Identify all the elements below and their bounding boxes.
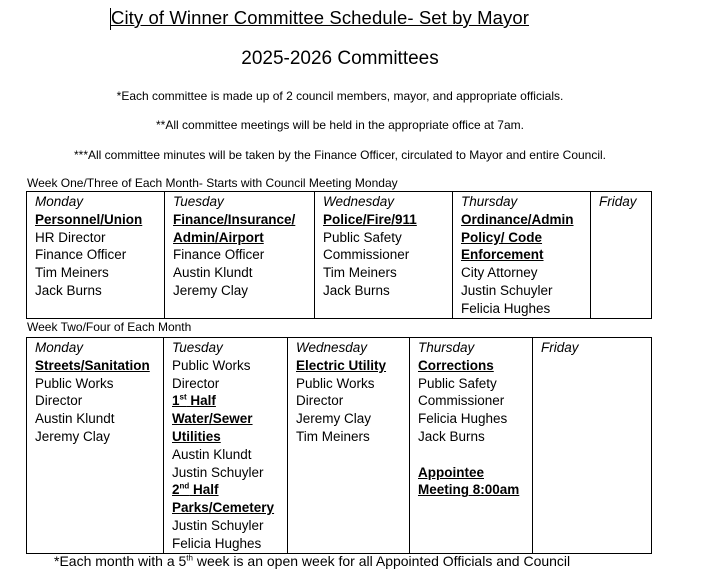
member: Tim Meiners xyxy=(323,265,397,281)
day-label: Thursday xyxy=(418,340,475,355)
footer-text-end: week is an open week for all Appointed Officials and Council xyxy=(192,553,571,569)
committee-name: Police/Fire/911 xyxy=(323,211,417,227)
member: City Attorney xyxy=(461,265,538,281)
day-label: Monday xyxy=(35,340,84,355)
member: Finance Officer xyxy=(35,247,127,263)
tuesday-cell xyxy=(165,192,315,319)
member: Justin Schuyler xyxy=(461,282,553,298)
member: Jack Burns xyxy=(323,282,390,298)
member: Felicia Hughes xyxy=(461,300,551,316)
note-meeting-location: **All committee meetings will be held in the appropriate office at 7am. xyxy=(156,118,524,132)
first-half-heading xyxy=(172,392,279,410)
committee-name: Corrections xyxy=(418,357,494,373)
spacer xyxy=(418,446,524,464)
member: Austin Klundt xyxy=(173,265,253,281)
first-half-suffix: st xyxy=(179,392,187,402)
footer-suffix: th xyxy=(186,553,193,563)
member: Director xyxy=(35,393,83,409)
note-minutes: ***All committee minutes will be taken by the Finance Officer, circulated to Mayor and entire Council. xyxy=(73,148,607,162)
member: Director xyxy=(296,393,344,409)
second-half-number: 2 xyxy=(172,482,180,498)
friday-cell xyxy=(591,192,652,319)
lead-official: Director xyxy=(172,375,220,391)
member: Austin Klundt xyxy=(172,446,252,462)
member: Justin Schuyler xyxy=(172,517,264,533)
page-title: City of Winner Committee Schedule- Set by Mayor xyxy=(111,7,530,28)
friday-cell xyxy=(533,338,652,554)
member: Austin Klundt xyxy=(35,411,115,427)
day-label: Wednesday xyxy=(296,340,368,355)
member: Commissioner xyxy=(418,393,505,409)
day-label: Friday xyxy=(541,340,579,355)
committee-name: Personnel/Union xyxy=(35,211,143,227)
first-half-word: Half xyxy=(186,393,216,409)
wednesday-cell xyxy=(288,338,410,554)
member: Felicia Hughes xyxy=(172,535,262,551)
day-label: Tuesday xyxy=(173,194,224,209)
page-subtitle: 2025-2026 Committees xyxy=(241,48,439,69)
member: Tim Meiners xyxy=(35,265,109,281)
member: Commissioner xyxy=(323,247,410,263)
day-label: Friday xyxy=(599,194,637,209)
week-one-three-label: Week One/Three of Each Month- Starts with Council Meeting Monday xyxy=(27,176,398,190)
second-half-word: Half xyxy=(189,482,219,498)
committee-name: Ordinance/Admin xyxy=(461,211,574,227)
member: Public Safety xyxy=(418,375,497,391)
table-row xyxy=(27,338,652,554)
day-label: Thursday xyxy=(461,194,518,209)
committee-name: Admin/Airport xyxy=(173,229,264,245)
week-one-three-table xyxy=(26,191,652,319)
week-two-four-label: Week Two/Four of Each Month xyxy=(27,320,192,334)
thursday-cell xyxy=(453,192,591,319)
committee-name: Streets/Sanitation xyxy=(35,357,150,373)
day-label: Monday xyxy=(35,194,84,209)
week-two-four-table xyxy=(26,337,652,554)
member: Tim Meiners xyxy=(296,428,370,444)
thursday-cell xyxy=(410,338,533,554)
member: Jeremy Clay xyxy=(296,411,372,427)
first-half-number: 1 xyxy=(172,393,180,409)
member: Jeremy Clay xyxy=(173,282,249,298)
member: Public Works xyxy=(35,375,114,391)
member: Public Safety xyxy=(323,229,402,245)
committee-name: Enforcement xyxy=(461,247,544,263)
lead-official: Public Works xyxy=(172,357,251,373)
day-label: Wednesday xyxy=(323,194,395,209)
committee-name: Finance/Insurance/ xyxy=(173,211,296,227)
committee-name: Parks/Cemetery xyxy=(172,500,275,516)
footer-text-start: *Each month with a 5 xyxy=(54,553,187,569)
note-committee-makeup: *Each committee is made up of 2 council members, mayor, and appropriate officials. xyxy=(116,89,564,103)
appointee-meeting-time: Meeting 8:00am xyxy=(418,482,520,498)
member: Jack Burns xyxy=(418,428,485,444)
committee-name: Electric Utility xyxy=(296,357,387,373)
second-half-suffix: nd xyxy=(179,481,190,491)
table-row xyxy=(27,192,652,319)
day-label: Tuesday xyxy=(172,340,223,355)
member: Justin Schuyler xyxy=(172,464,264,480)
member: Jack Burns xyxy=(35,282,102,298)
member: HR Director xyxy=(35,229,106,245)
footer-note xyxy=(54,553,570,569)
member: Jeremy Clay xyxy=(35,428,111,444)
tuesday-cell xyxy=(164,338,288,554)
committee-name: Water/Sewer xyxy=(172,411,253,427)
committee-name: Utilities xyxy=(172,428,221,444)
wednesday-cell xyxy=(315,192,453,319)
member: Public Works xyxy=(296,375,375,391)
member: Finance Officer xyxy=(173,247,265,263)
second-half-heading xyxy=(172,481,279,499)
monday-cell xyxy=(27,192,165,319)
monday-cell xyxy=(27,338,164,554)
member: Felicia Hughes xyxy=(418,411,508,427)
appointee-meeting: Appointee xyxy=(418,464,484,480)
committee-name: Policy/ Code xyxy=(461,229,543,245)
